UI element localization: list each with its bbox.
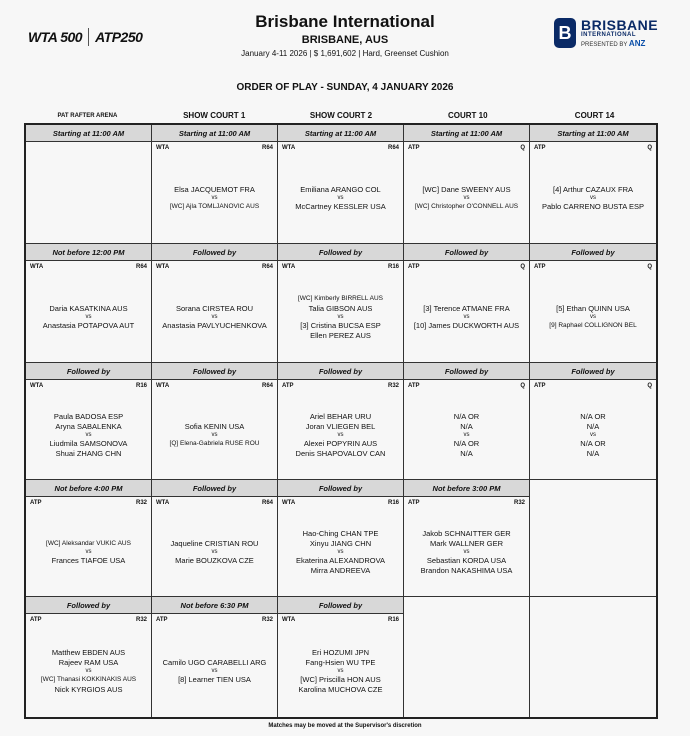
round-label: R64: [261, 264, 273, 270]
match-players: [404, 510, 529, 594]
brisbane-international-logo: B BRISBANE INTERNATIONAL PRESENTED BY ANZ: [554, 18, 658, 48]
tour-label: WTA: [156, 383, 170, 389]
player-line: [9] Raphael COLLIGNON BEL: [549, 321, 637, 329]
tour-label: ATP: [408, 500, 420, 506]
player-line: Elsa JACQUEMOT FRA: [174, 184, 255, 194]
player-line: [5] Ethan QUINN USA: [556, 303, 630, 313]
time-slot: Followed by: [152, 480, 277, 497]
vs-label: vs: [211, 548, 218, 555]
round-label: R32: [513, 500, 525, 506]
match-cell: [530, 363, 656, 480]
round-label: Q: [520, 383, 525, 389]
court-header: COURT 10: [448, 111, 488, 120]
match-players: [404, 393, 529, 477]
player-line: Nick KYRGIOS AUS: [54, 684, 123, 694]
match-cell: [530, 244, 656, 363]
player-line: Anastasia POTAPOVA AUT: [42, 320, 135, 330]
vs-label: vs: [211, 313, 218, 320]
match-cell: [152, 244, 278, 363]
match-players: [278, 627, 403, 715]
player-line: Alexei POPYRIN AUS: [303, 438, 378, 448]
vs-label: vs: [337, 313, 344, 320]
tour-label: WTA: [282, 264, 296, 270]
player-line: Sorana CIRSTEA ROU: [175, 303, 254, 313]
player-line: Liudmila SAMSONOVA: [49, 438, 128, 448]
time-slot: Starting at 11:00 AM: [530, 125, 656, 142]
match-players: [26, 155, 151, 241]
match-cell: [278, 363, 404, 480]
player-line: Anastasia PAVLYUCHENKOVA: [162, 320, 267, 330]
player-line: Ekaterina ALEXANDROVA: [295, 555, 386, 565]
vs-label: vs: [463, 431, 470, 438]
time-slot: Not before 4:00 PM: [26, 480, 151, 497]
vs-label: vs: [337, 548, 344, 555]
player-line: Ariel BEHAR URU: [309, 411, 372, 421]
player-line: [WC] Kimberly BIRRELL AUS: [297, 294, 383, 302]
match-cell: [26, 597, 152, 717]
tour-label: WTA: [156, 145, 170, 151]
empty-cell: [530, 597, 656, 717]
player-line: Emiliana ARANGO COL: [300, 184, 381, 194]
tour-label: WTA: [30, 383, 44, 389]
player-line: Jakob SCHNAITTER GER: [422, 528, 511, 538]
round-label: R64: [135, 264, 147, 270]
match-players: [530, 393, 656, 477]
match-cell: [26, 363, 152, 480]
tournament-info: January 4-11 2026 | $ 1,691,602 | Hard, Greenset Cushion: [241, 49, 449, 58]
tour-label: WTA: [282, 145, 296, 151]
player-line: Talia GIBSON AUS: [308, 303, 373, 313]
match-cell: [278, 244, 404, 363]
match-cell: [26, 125, 152, 244]
round-label: R32: [387, 383, 399, 389]
time-slot: Starting at 11:00 AM: [26, 125, 151, 142]
vs-label: vs: [337, 667, 344, 674]
footer-note: Matches may be moved at the Supervisor's discretion: [268, 723, 422, 729]
tour-label: ATP: [408, 145, 420, 151]
time-slot: Followed by: [278, 597, 403, 614]
schedule-grid: [24, 123, 658, 719]
match-players: [404, 155, 529, 241]
match-players: [26, 510, 151, 594]
time-slot: Not before 6:30 PM: [152, 597, 277, 614]
player-line: Hao-Ching CHAN TPE: [302, 528, 379, 538]
player-line: Jaqueline CRISTIAN ROU: [170, 538, 259, 548]
match-players: [152, 627, 277, 715]
match-players: [278, 274, 403, 360]
player-line: Sofia KENIN USA: [184, 421, 245, 431]
player-line: [WC] Thanasi KOKKINAKIS AUS: [40, 675, 137, 683]
match-cell: [152, 363, 278, 480]
match-cell: [404, 363, 530, 480]
match-players: [530, 274, 656, 360]
match-players: [152, 510, 277, 594]
round-label: R32: [261, 617, 273, 623]
round-label: R16: [387, 500, 399, 506]
player-line: [WC] Ajla TOMLJANOVIC AUS: [169, 202, 260, 210]
atp-250-logo: ATP250: [95, 29, 143, 45]
time-slot: Starting at 11:00 AM: [278, 125, 403, 142]
vs-label: vs: [85, 667, 92, 674]
match-cell: [278, 480, 404, 597]
match-players: [152, 155, 277, 241]
round-label: R64: [261, 383, 273, 389]
vs-label: vs: [337, 431, 344, 438]
vs-label: vs: [590, 313, 596, 320]
tour-label: ATP: [30, 617, 42, 623]
tour-label: ATP: [156, 617, 168, 623]
player-line: N/A OR: [580, 438, 606, 448]
tour-label: WTA: [282, 500, 296, 506]
player-line: [WC] Aleksandar VUKIC AUS: [46, 539, 131, 547]
player-line: N/A: [460, 448, 473, 458]
page-title: Brisbane International: [255, 12, 435, 31]
player-line: Aryna SABALENKA: [55, 421, 122, 431]
round-label: R64: [261, 500, 273, 506]
vs-label: vs: [590, 431, 596, 438]
player-line: Joran VLIEGEN BEL: [305, 421, 376, 431]
match-players: [26, 274, 151, 360]
time-slot: Starting at 11:00 AM: [152, 125, 277, 142]
vs-label: vs: [590, 194, 596, 201]
player-line: Shuai ZHANG CHN: [55, 448, 122, 458]
match-cell: [152, 480, 278, 597]
round-label: R64: [387, 145, 399, 151]
order-of-play-title: ORDER OF PLAY - SUNDAY, 4 JANUARY 2026: [236, 82, 454, 93]
player-line: Xinyu JIANG CHN: [309, 538, 372, 548]
empty-cell: [530, 480, 656, 597]
match-cell: [404, 244, 530, 363]
player-line: Eri HOZUMI JPN: [311, 647, 370, 657]
player-line: Karolina MUCHOVA CZE: [298, 684, 383, 694]
vs-label: vs: [211, 431, 218, 438]
time-slot: Followed by: [404, 244, 529, 261]
round-label: Q: [647, 383, 652, 389]
round-label: R32: [135, 500, 147, 506]
tour-label: WTA: [156, 264, 170, 270]
match-cell: [26, 480, 152, 597]
match-players: [530, 155, 656, 241]
tournament-category-logos: [28, 28, 142, 46]
court-header: PAT RAFTER ARENA: [57, 113, 118, 119]
tour-label: ATP: [408, 383, 420, 389]
player-line: N/A: [460, 421, 473, 431]
vs-label: vs: [211, 194, 218, 201]
vs-label: vs: [85, 548, 92, 555]
time-slot: Followed by: [278, 363, 403, 380]
player-line: [Q] Elena-Gabriela RUSE ROU: [169, 439, 260, 447]
tour-label: WTA: [30, 264, 44, 270]
tour-label: WTA: [282, 617, 296, 623]
time-slot: Not before 12:00 PM: [26, 244, 151, 261]
player-line: Paula BADOSA ESP: [53, 411, 124, 421]
match-cell: [404, 125, 530, 244]
player-line: Ellen PEREZ AUS: [310, 330, 371, 340]
time-slot: Followed by: [26, 597, 151, 614]
match-cell: [278, 597, 404, 717]
match-cell: [530, 125, 656, 244]
tour-label: ATP: [534, 145, 546, 151]
player-line: N/A: [586, 448, 600, 458]
time-slot: Followed by: [278, 244, 403, 261]
tour-label: ATP: [534, 383, 546, 389]
player-line: [WC] Priscilla HON AUS: [300, 674, 381, 684]
round-label: R32: [135, 617, 147, 623]
vs-label: vs: [211, 667, 218, 674]
match-players: [152, 393, 277, 477]
player-line: N/A OR: [453, 411, 480, 421]
court-header: SHOW COURT 1: [183, 111, 246, 120]
time-slot: Not before 3:00 PM: [404, 480, 529, 497]
vs-label: vs: [463, 548, 470, 555]
empty-cell: [404, 597, 530, 717]
round-label: Q: [520, 145, 525, 151]
sponsor-logo: ANZ: [628, 39, 646, 48]
time-slot: Starting at 11:00 AM: [404, 125, 529, 142]
player-line: Fang-Hsien WU TPE: [305, 657, 376, 667]
match-players: [278, 393, 403, 477]
logo-divider: [88, 28, 89, 46]
time-slot: Followed by: [26, 363, 151, 380]
time-slot: Followed by: [404, 363, 529, 380]
time-slot: Followed by: [152, 244, 277, 261]
vs-label: vs: [463, 194, 470, 201]
match-cell: [26, 244, 152, 363]
player-line: N/A OR: [453, 438, 480, 448]
page-subtitle: BRISBANE, AUS: [301, 34, 389, 46]
vs-label: vs: [85, 431, 92, 438]
time-slot: Followed by: [530, 244, 656, 261]
player-line: McCartney KESSLER USA: [295, 201, 386, 211]
player-line: Frances TIAFOE USA: [51, 555, 126, 565]
player-line: Mirra ANDREEVA: [310, 565, 371, 575]
player-line: N/A OR: [580, 411, 606, 421]
tour-label: ATP: [30, 500, 42, 506]
time-slot: Followed by: [278, 480, 403, 497]
round-label: R64: [261, 145, 273, 151]
player-line: N/A: [586, 421, 600, 431]
match-players: [26, 627, 151, 715]
time-slot: Followed by: [152, 363, 277, 380]
vs-label: vs: [85, 313, 92, 320]
court-headers: [24, 111, 658, 120]
player-line: [10] James DUCKWORTH AUS: [413, 320, 520, 330]
round-label: R16: [387, 264, 399, 270]
round-label: Q: [520, 264, 525, 270]
tour-label: WTA: [156, 500, 170, 506]
player-line: Camilo UGO CARABELLI ARG: [162, 657, 267, 667]
player-line: [3] Terence ATMANE FRA: [423, 303, 510, 313]
player-line: Rajeev RAM USA: [58, 657, 119, 667]
round-label: Q: [647, 264, 652, 270]
tour-label: ATP: [282, 383, 294, 389]
round-label: R16: [135, 383, 147, 389]
round-label: R16: [387, 617, 399, 623]
player-line: Marie BOUZKOVA CZE: [175, 555, 254, 565]
player-line: [3] Cristina BUCSA ESP: [300, 320, 381, 330]
time-slot: Followed by: [530, 363, 656, 380]
player-line: [WC] Dane SWEENY AUS: [422, 184, 511, 194]
page-header: [150, 12, 540, 58]
player-line: Pablo CARRENO BUSTA ESP: [542, 201, 644, 211]
vs-label: vs: [463, 313, 470, 320]
round-label: Q: [647, 145, 652, 151]
court-header: COURT 14: [574, 111, 615, 120]
player-line: Daria KASATKINA AUS: [49, 303, 128, 313]
match-players: [26, 393, 151, 477]
tour-label: ATP: [408, 264, 420, 270]
court-header: SHOW COURT 2: [309, 111, 373, 120]
player-line: Denis SHAPOVALOV CAN: [295, 448, 386, 458]
match-players: [278, 510, 403, 594]
match-players: [278, 155, 403, 241]
player-line: [4] Arthur CAZAUX FRA: [552, 184, 634, 194]
player-line: Mark WALLNER GER: [429, 538, 504, 548]
player-line: Sebastian KORDA USA: [426, 555, 507, 565]
player-line: Brandon NAKASHIMA USA: [420, 565, 513, 575]
b-logo-icon: B: [554, 18, 576, 48]
player-line: [WC] Christopher O'CONNELL AUS: [414, 202, 519, 210]
match-players: [152, 274, 277, 360]
player-line: Matthew EBDEN AUS: [51, 647, 126, 657]
match-cell: [152, 597, 278, 717]
match-cell: [404, 480, 530, 597]
match-cell: [278, 125, 404, 244]
match-cell: [152, 125, 278, 244]
match-players: [404, 274, 529, 360]
tour-label: ATP: [534, 264, 546, 270]
player-line: [8] Learner TIEN USA: [178, 674, 251, 684]
wta-500-logo: WTA 500: [28, 29, 83, 45]
vs-label: vs: [337, 194, 344, 201]
